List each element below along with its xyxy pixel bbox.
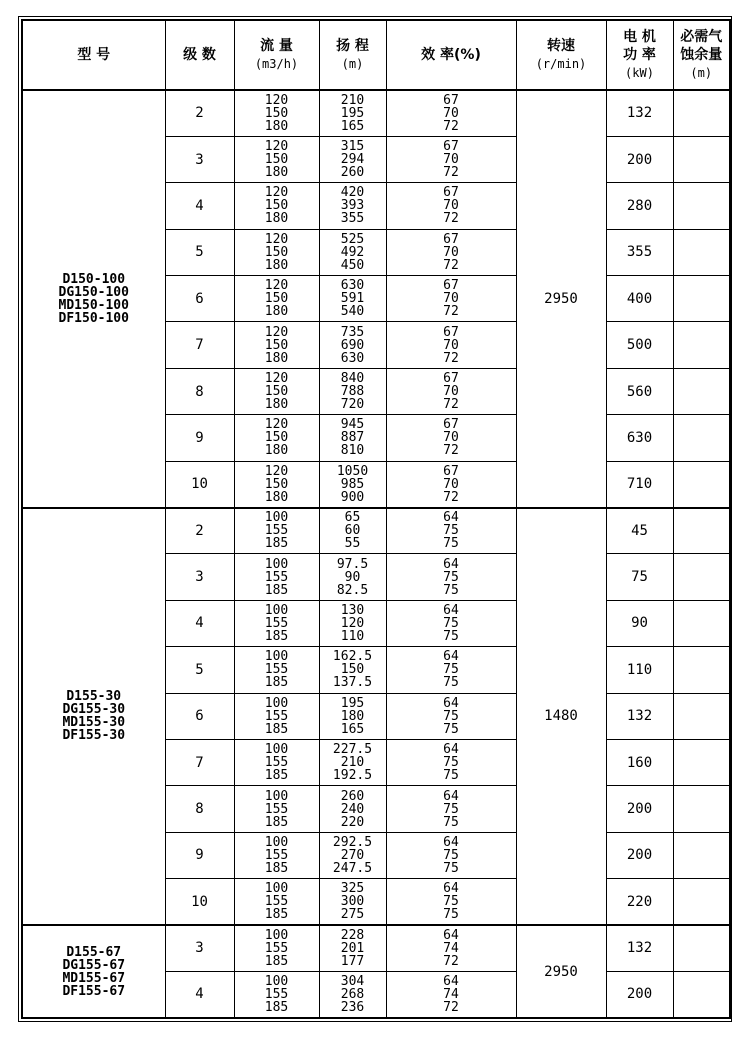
flow-cell: 120 150 180 bbox=[234, 276, 319, 322]
efficiency-cell: 64 75 75 bbox=[386, 600, 516, 646]
power-cell: 132 bbox=[606, 693, 673, 739]
efficiency-cell: 67 70 72 bbox=[386, 183, 516, 229]
table-row bbox=[22, 508, 730, 554]
power-cell: 220 bbox=[606, 879, 673, 925]
header-stages: 级 数 bbox=[165, 20, 234, 90]
power-cell: 500 bbox=[606, 322, 673, 368]
power-cell: 200 bbox=[606, 832, 673, 878]
npsh-cell bbox=[673, 322, 730, 368]
flow-cell: 120 150 180 bbox=[234, 415, 319, 461]
npsh-cell bbox=[673, 693, 730, 739]
power-cell: 560 bbox=[606, 368, 673, 414]
header-power-unit: (kW) bbox=[625, 66, 654, 80]
table-row bbox=[22, 925, 730, 971]
flow-cell: 100 155 185 bbox=[234, 786, 319, 832]
npsh-cell bbox=[673, 786, 730, 832]
head-cell: 420 393 355 bbox=[319, 183, 386, 229]
power-cell: 710 bbox=[606, 461, 673, 507]
power-cell: 132 bbox=[606, 925, 673, 971]
stage-cell: 3 bbox=[165, 136, 234, 182]
power-cell: 280 bbox=[606, 183, 673, 229]
head-cell: 630 591 540 bbox=[319, 276, 386, 322]
flow-cell: 100 155 185 bbox=[234, 832, 319, 878]
stage-cell: 9 bbox=[165, 832, 234, 878]
head-cell: 840 788 720 bbox=[319, 368, 386, 414]
header-model: 型 号 bbox=[22, 20, 165, 90]
efficiency-cell: 64 75 75 bbox=[386, 647, 516, 693]
header-flow: 流 量 (m3/h) bbox=[234, 20, 319, 90]
stage-cell: 6 bbox=[165, 276, 234, 322]
npsh-cell bbox=[673, 229, 730, 275]
efficiency-cell: 64 75 75 bbox=[386, 693, 516, 739]
efficiency-cell: 67 70 72 bbox=[386, 368, 516, 414]
flow-cell: 120 150 180 bbox=[234, 183, 319, 229]
header-npsh-unit: (m) bbox=[690, 66, 713, 80]
power-cell: 75 bbox=[606, 554, 673, 600]
header-head: 扬 程 (m) bbox=[319, 20, 386, 90]
flow-cell: 100 155 185 bbox=[234, 925, 319, 971]
speed-cell: 1480 bbox=[516, 508, 606, 926]
power-cell: 200 bbox=[606, 971, 673, 1018]
npsh-cell bbox=[673, 832, 730, 878]
efficiency-cell: 64 75 75 bbox=[386, 739, 516, 785]
stage-cell: 7 bbox=[165, 739, 234, 785]
head-cell: 130 120 110 bbox=[319, 600, 386, 646]
header-flow-unit: (m3/h) bbox=[254, 57, 299, 71]
header-head-unit: (m) bbox=[341, 57, 364, 71]
efficiency-cell: 64 75 75 bbox=[386, 832, 516, 878]
stage-cell: 10 bbox=[165, 461, 234, 507]
efficiency-cell: 67 70 72 bbox=[386, 276, 516, 322]
model-cell: D155-30 DG155-30 MD155-30 DF155-30 bbox=[22, 508, 165, 926]
power-cell: 90 bbox=[606, 600, 673, 646]
model-cell: D150-100 DG150-100 MD150-100 DF150-100 bbox=[22, 90, 165, 508]
power-cell: 200 bbox=[606, 786, 673, 832]
efficiency-cell: 67 70 72 bbox=[386, 322, 516, 368]
npsh-cell bbox=[673, 879, 730, 925]
head-cell: 325 300 275 bbox=[319, 879, 386, 925]
header-power: 电 机 功 率 (kW) bbox=[606, 20, 673, 90]
stage-cell: 3 bbox=[165, 925, 234, 971]
efficiency-cell: 67 70 72 bbox=[386, 90, 516, 136]
efficiency-cell: 67 70 72 bbox=[386, 461, 516, 507]
flow-cell: 100 155 185 bbox=[234, 600, 319, 646]
head-cell: 525 492 450 bbox=[319, 229, 386, 275]
head-cell: 735 690 630 bbox=[319, 322, 386, 368]
npsh-cell bbox=[673, 508, 730, 554]
flow-cell: 120 150 180 bbox=[234, 322, 319, 368]
head-cell: 210 195 165 bbox=[319, 90, 386, 136]
header-row bbox=[22, 20, 730, 90]
stage-cell: 3 bbox=[165, 554, 234, 600]
speed-cell: 2950 bbox=[516, 925, 606, 1018]
head-cell: 292.5 270 247.5 bbox=[319, 832, 386, 878]
flow-cell: 120 150 180 bbox=[234, 90, 319, 136]
npsh-cell bbox=[673, 415, 730, 461]
stage-cell: 2 bbox=[165, 508, 234, 554]
flow-cell: 120 150 180 bbox=[234, 461, 319, 507]
efficiency-cell: 64 75 75 bbox=[386, 879, 516, 925]
head-cell: 315 294 260 bbox=[319, 136, 386, 182]
stage-cell: 9 bbox=[165, 415, 234, 461]
power-cell: 630 bbox=[606, 415, 673, 461]
document-sheet bbox=[18, 16, 732, 1022]
stage-cell: 4 bbox=[165, 183, 234, 229]
table-row bbox=[22, 90, 730, 136]
stage-cell: 10 bbox=[165, 879, 234, 925]
speed-cell: 2950 bbox=[516, 90, 606, 508]
flow-cell: 100 155 185 bbox=[234, 971, 319, 1018]
npsh-cell bbox=[673, 368, 730, 414]
stage-cell: 2 bbox=[165, 90, 234, 136]
power-cell: 45 bbox=[606, 508, 673, 554]
table-body bbox=[22, 90, 730, 1018]
power-cell: 355 bbox=[606, 229, 673, 275]
stage-cell: 5 bbox=[165, 229, 234, 275]
head-cell: 228 201 177 bbox=[319, 925, 386, 971]
header-npsh: 必需气 蚀余量 (m) bbox=[673, 20, 730, 90]
stage-cell: 4 bbox=[165, 600, 234, 646]
npsh-cell bbox=[673, 183, 730, 229]
stage-cell: 7 bbox=[165, 322, 234, 368]
stage-cell: 8 bbox=[165, 368, 234, 414]
npsh-cell bbox=[673, 276, 730, 322]
efficiency-cell: 67 70 72 bbox=[386, 136, 516, 182]
head-cell: 945 887 810 bbox=[319, 415, 386, 461]
efficiency-cell: 64 74 72 bbox=[386, 925, 516, 971]
head-cell: 65 60 55 bbox=[319, 508, 386, 554]
pump-spec-table bbox=[21, 19, 731, 1019]
head-cell: 1050 985 900 bbox=[319, 461, 386, 507]
flow-cell: 120 150 180 bbox=[234, 229, 319, 275]
model-cell: D155-67 DG155-67 MD155-67 DF155-67 bbox=[22, 925, 165, 1018]
head-cell: 195 180 165 bbox=[319, 693, 386, 739]
efficiency-cell: 64 75 75 bbox=[386, 554, 516, 600]
npsh-cell bbox=[673, 90, 730, 136]
npsh-cell bbox=[673, 136, 730, 182]
npsh-cell bbox=[673, 647, 730, 693]
npsh-cell bbox=[673, 600, 730, 646]
npsh-cell bbox=[673, 739, 730, 785]
head-cell: 260 240 220 bbox=[319, 786, 386, 832]
npsh-cell bbox=[673, 461, 730, 507]
efficiency-cell: 64 75 75 bbox=[386, 508, 516, 554]
npsh-cell bbox=[673, 554, 730, 600]
power-cell: 160 bbox=[606, 739, 673, 785]
flow-cell: 100 155 185 bbox=[234, 739, 319, 785]
flow-cell: 100 155 185 bbox=[234, 508, 319, 554]
npsh-cell bbox=[673, 925, 730, 971]
flow-cell: 120 150 180 bbox=[234, 136, 319, 182]
efficiency-cell: 67 70 72 bbox=[386, 415, 516, 461]
stage-cell: 8 bbox=[165, 786, 234, 832]
flow-cell: 100 155 185 bbox=[234, 693, 319, 739]
flow-cell: 100 155 185 bbox=[234, 554, 319, 600]
head-cell: 227.5 210 192.5 bbox=[319, 739, 386, 785]
flow-cell: 100 155 185 bbox=[234, 647, 319, 693]
head-cell: 304 268 236 bbox=[319, 971, 386, 1018]
efficiency-cell: 64 74 72 bbox=[386, 971, 516, 1018]
stage-cell: 6 bbox=[165, 693, 234, 739]
head-cell: 162.5 150 137.5 bbox=[319, 647, 386, 693]
efficiency-cell: 67 70 72 bbox=[386, 229, 516, 275]
header-speed-unit: (r/min) bbox=[535, 57, 587, 71]
npsh-cell bbox=[673, 971, 730, 1018]
header-efficiency: 效 率(%) bbox=[386, 20, 516, 90]
power-cell: 132 bbox=[606, 90, 673, 136]
head-cell: 97.5 90 82.5 bbox=[319, 554, 386, 600]
power-cell: 200 bbox=[606, 136, 673, 182]
flow-cell: 120 150 180 bbox=[234, 368, 319, 414]
header-speed: 转速 (r/min) bbox=[516, 20, 606, 90]
power-cell: 110 bbox=[606, 647, 673, 693]
flow-cell: 100 155 185 bbox=[234, 879, 319, 925]
stage-cell: 5 bbox=[165, 647, 234, 693]
power-cell: 400 bbox=[606, 276, 673, 322]
efficiency-cell: 64 75 75 bbox=[386, 786, 516, 832]
stage-cell: 4 bbox=[165, 971, 234, 1018]
